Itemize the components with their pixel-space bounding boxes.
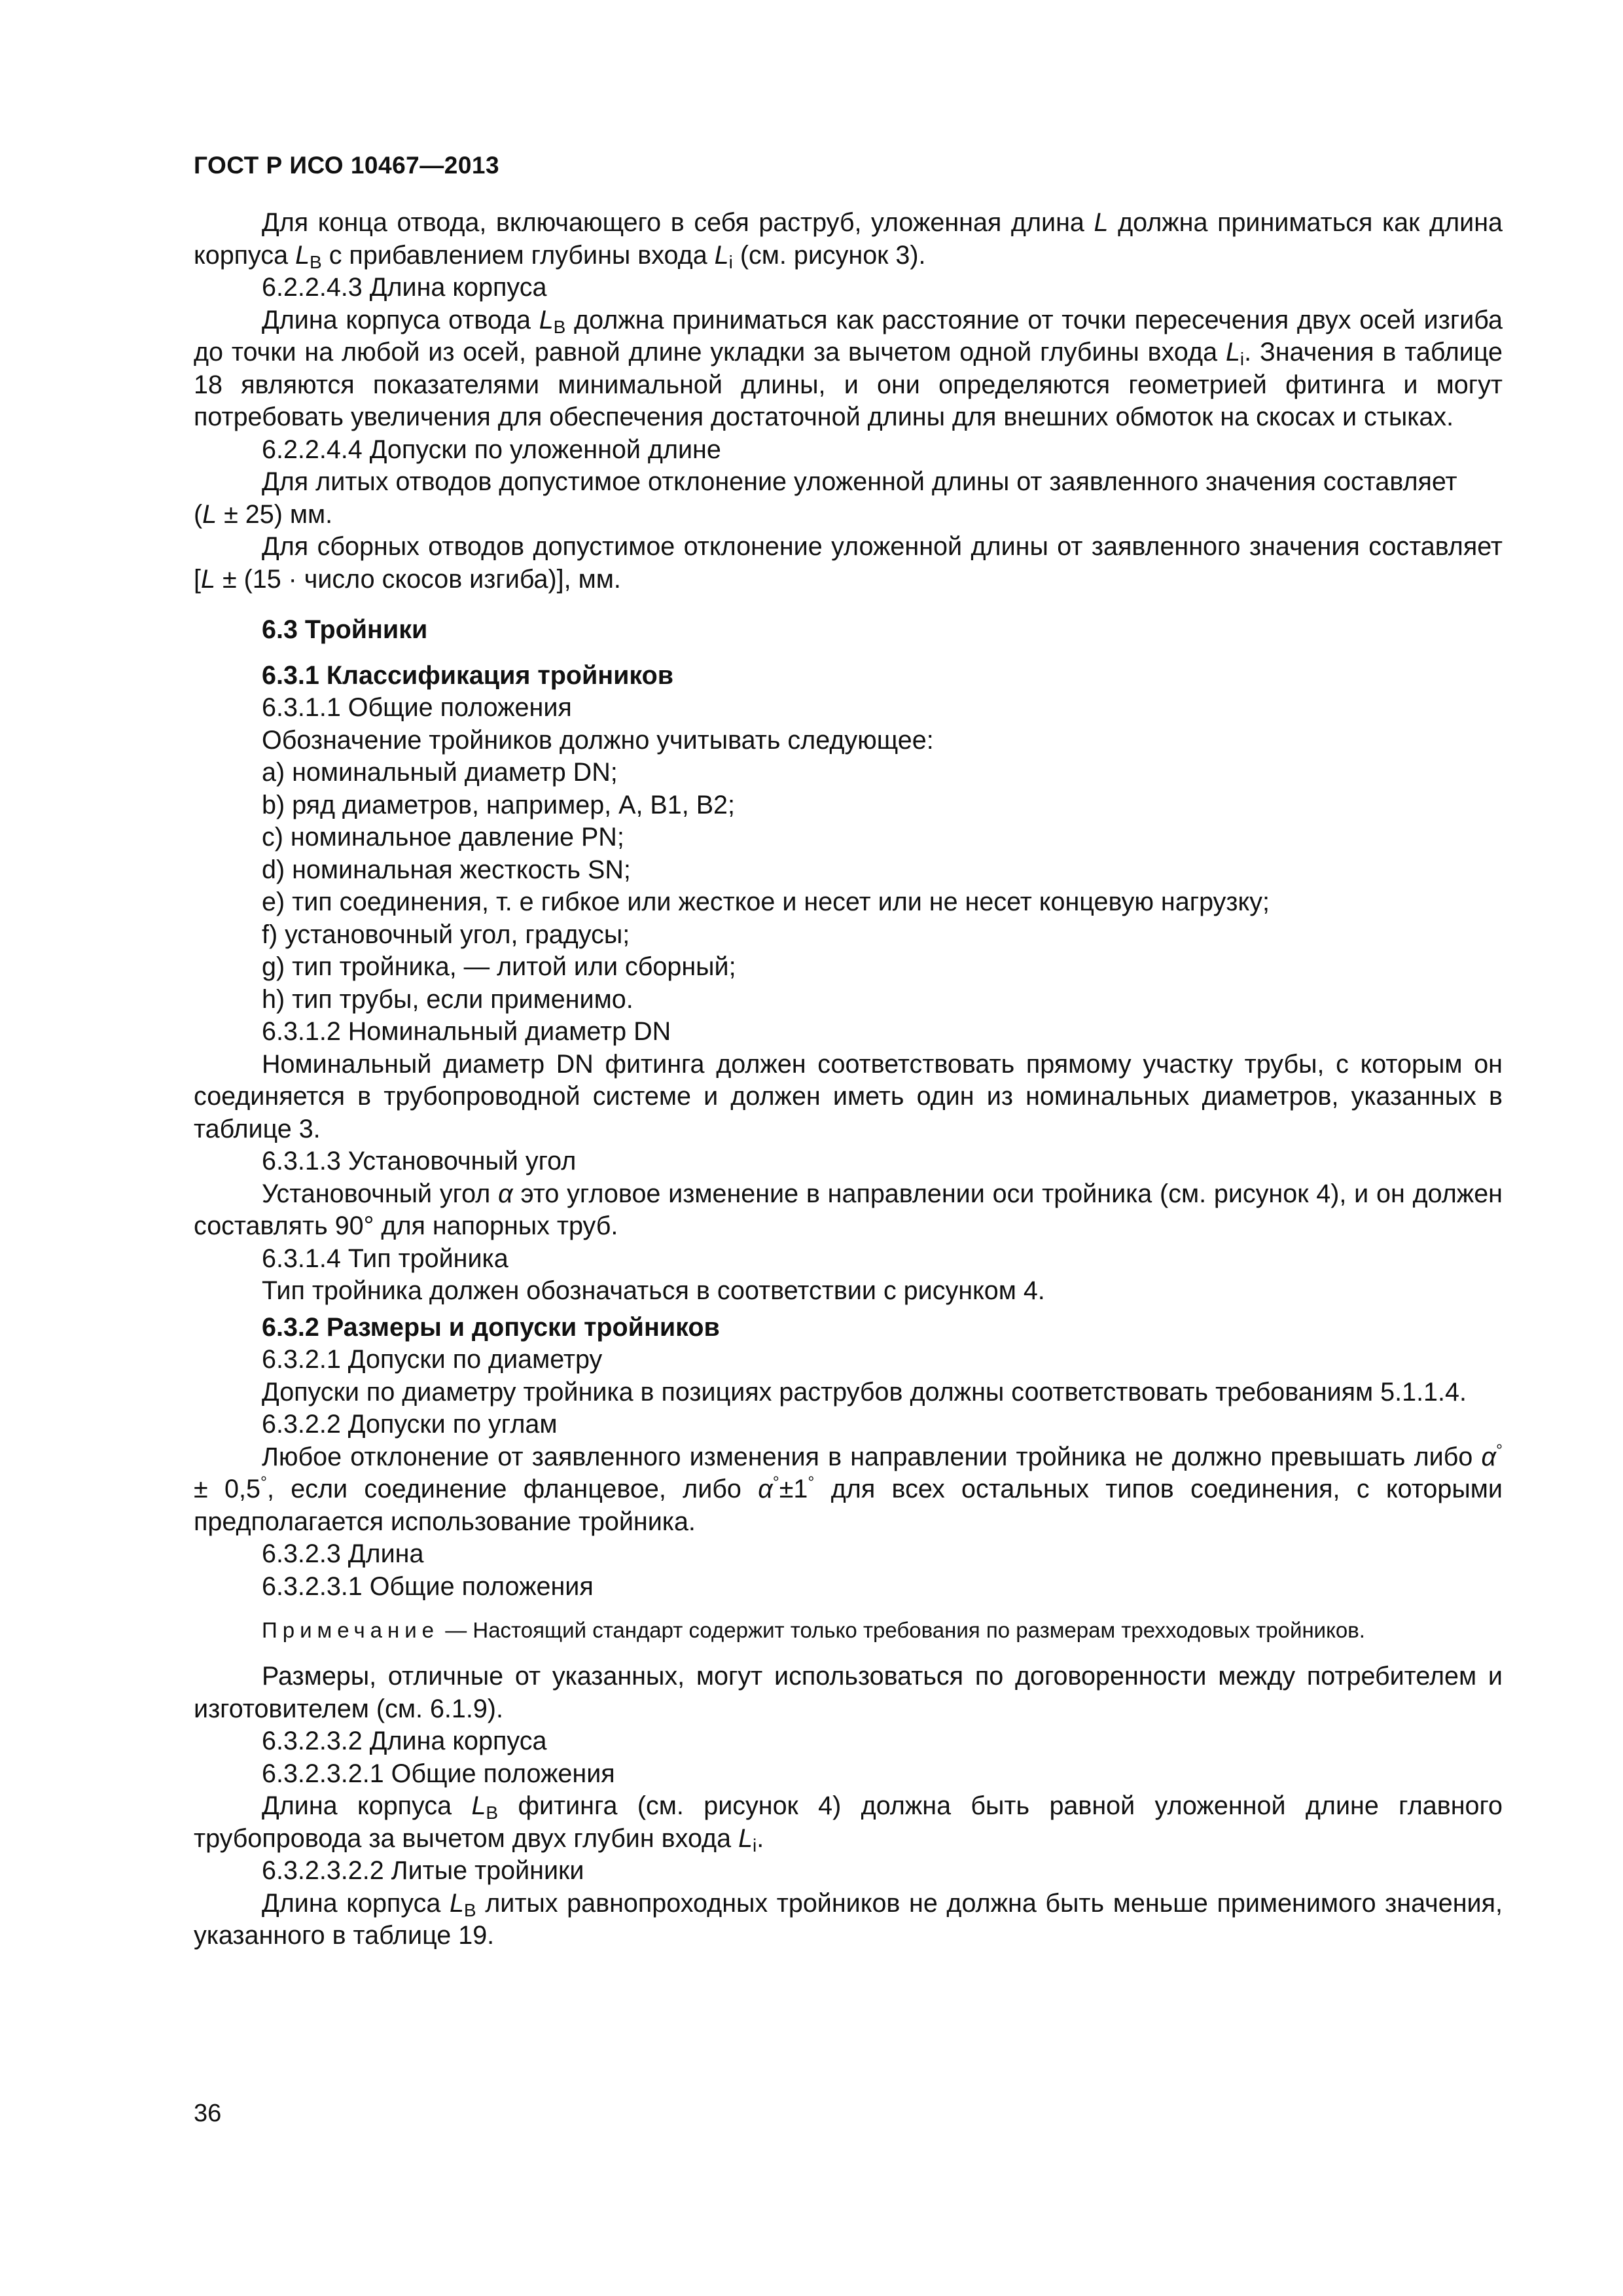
paragraph: Тип тройника должен обозначаться в соответствии с рисунком 4. (262, 1276, 1045, 1305)
note (194, 1616, 1503, 1645)
list-item: f) установочный угол, градусы; (262, 920, 630, 949)
section-number: 6.3.2.1 Допуски по диаметру (262, 1345, 603, 1374)
list-item: c) номинальное давление PN; (262, 823, 624, 852)
note-text: — Настоящий стандарт содержит только требования по размерам трехходовых тройников. (445, 1618, 1365, 1642)
section-number: 6.3.1.1 Общие положения (262, 693, 572, 722)
subsection-heading: 6.3.2 Размеры и допуски тройников (262, 1312, 720, 1342)
section-number: 6.3.2.3.1 Общие положения (262, 1571, 594, 1601)
section-number: 6.2.2.4.4 Допуски по уложенной длине (262, 435, 721, 464)
section-number: 6.2.2.4.3 Длина корпуса (262, 273, 547, 302)
paragraph: Длина корпуса $L_B$ фитинга (см. рисунок 4) должна быть равной уложенной длине главного трубопровода за вычетом двух глубин входа $L_i$. (194, 1791, 1503, 1856)
section-number: 6.3.1.3 Установочный угол (262, 1147, 577, 1175)
paragraph: Номинальный диаметр DN фитинга должен соответствовать прямому участку трубы, с которым он соединяется в трубопроводной системе и должен иметь один из номинальных диаметров, указанных в таблице 3. (194, 1049, 1503, 1143)
section-number: 6.3.2.3.2.2 Литые тройники (262, 1856, 584, 1885)
paragraph: Для литых отводов допустимое отклонение уложенной длины от заявленного значения составляет (262, 467, 1457, 496)
paragraph: Установочный угол α это угловое изменение в направлении оси тройника (см. рисунок 4), и он должен составлять 90° для напорных труб. (194, 1179, 1503, 1240)
subsection-heading: 6.3.1 Классификация тройников (262, 660, 674, 690)
note-label: Примечание (262, 1618, 440, 1642)
section-number: 6.3.2.3 Длина (262, 1539, 424, 1568)
paragraph: Для конца отвода, включающего в себя раструб, уложенная длина L должна приниматься как длина корпуса $L_B$ с прибавлением глубины входа $L_i$ (см. рисунок 3). (194, 208, 1503, 272)
paragraph: Допуски по диаметру тройника в позициях раструбов должны соответствовать требованиям 5.1.1.4. (262, 1377, 1467, 1407)
page-content (194, 207, 1503, 1952)
list-item: b) ряд диаметров, например, A, B1, B2; (262, 790, 735, 819)
paragraph: Длина корпуса $L_B$ литых равнопроходных тройников не должна быть меньше применимого значения, указанного в таблице 19. (194, 1888, 1503, 1950)
section-number: 6.3.2.2 Допуски по углам (262, 1410, 558, 1439)
paragraph: Размеры, отличные от указанных, могут использоваться по договоренности между потребителем и изготовителем (см. 6.1.9). (194, 1662, 1503, 1723)
paragraph: Любое отклонение от заявленного изменения в направлении тройника не должно превышать либо α° ± 0,5°, если соединение фланцевое, либо α°±1° для всех остальных типов соединения, с которыми предполагается использование тройника. (194, 1441, 1503, 1536)
list-item: a) номинальный диаметр DN; (262, 758, 618, 787)
list-item: d) номинальная жесткость SN; (262, 855, 631, 884)
document-header: ГОСТ Р ИСО 10467—2013 (194, 152, 500, 179)
page-number: 36 (194, 2100, 222, 2127)
list-item: e) тип соединения, т. е гибкое или жесткое и несет или не несет концевую нагрузку; (262, 888, 1270, 916)
paragraph: Для сборных отводов допустимое отклонение уложенной длины от заявленного значения составляет [L ± (15 · число скосов изгиба)], мм. (194, 532, 1503, 594)
paragraph: Длина корпуса отвода $L_B$ должна приниматься как расстояние от точки пересечения двух осей изгиба до точки на любой из осей, равной длине укладки за вычетом одной глубины входа $L_i$. Значения в таблице 18 являются показателями минимальной длины, и они определяются геометрией фитинга и могут потребовать увеличения для обеспечения достаточной длины для внешних обмоток на скосах и стыках. (194, 305, 1503, 431)
section-number: 6.3.2.3.2.1 Общие положения (262, 1759, 615, 1788)
section-number: 6.3.1.2 Номинальный диаметр DN (262, 1017, 671, 1046)
paragraph: (L ± 25) мм. (194, 499, 333, 529)
paragraph: Обозначение тройников должно учитывать следующее: (262, 725, 934, 755)
section-number: 6.3.1.4 Тип тройника (262, 1244, 508, 1273)
list-item: g) тип тройника, — литой или сборный; (262, 952, 736, 981)
section-number: 6.3.2.3.2 Длина корпуса (262, 1727, 547, 1755)
list-item: h) тип трубы, если применимо. (262, 984, 633, 1014)
section-heading: 6.3 Тройники (262, 615, 428, 644)
